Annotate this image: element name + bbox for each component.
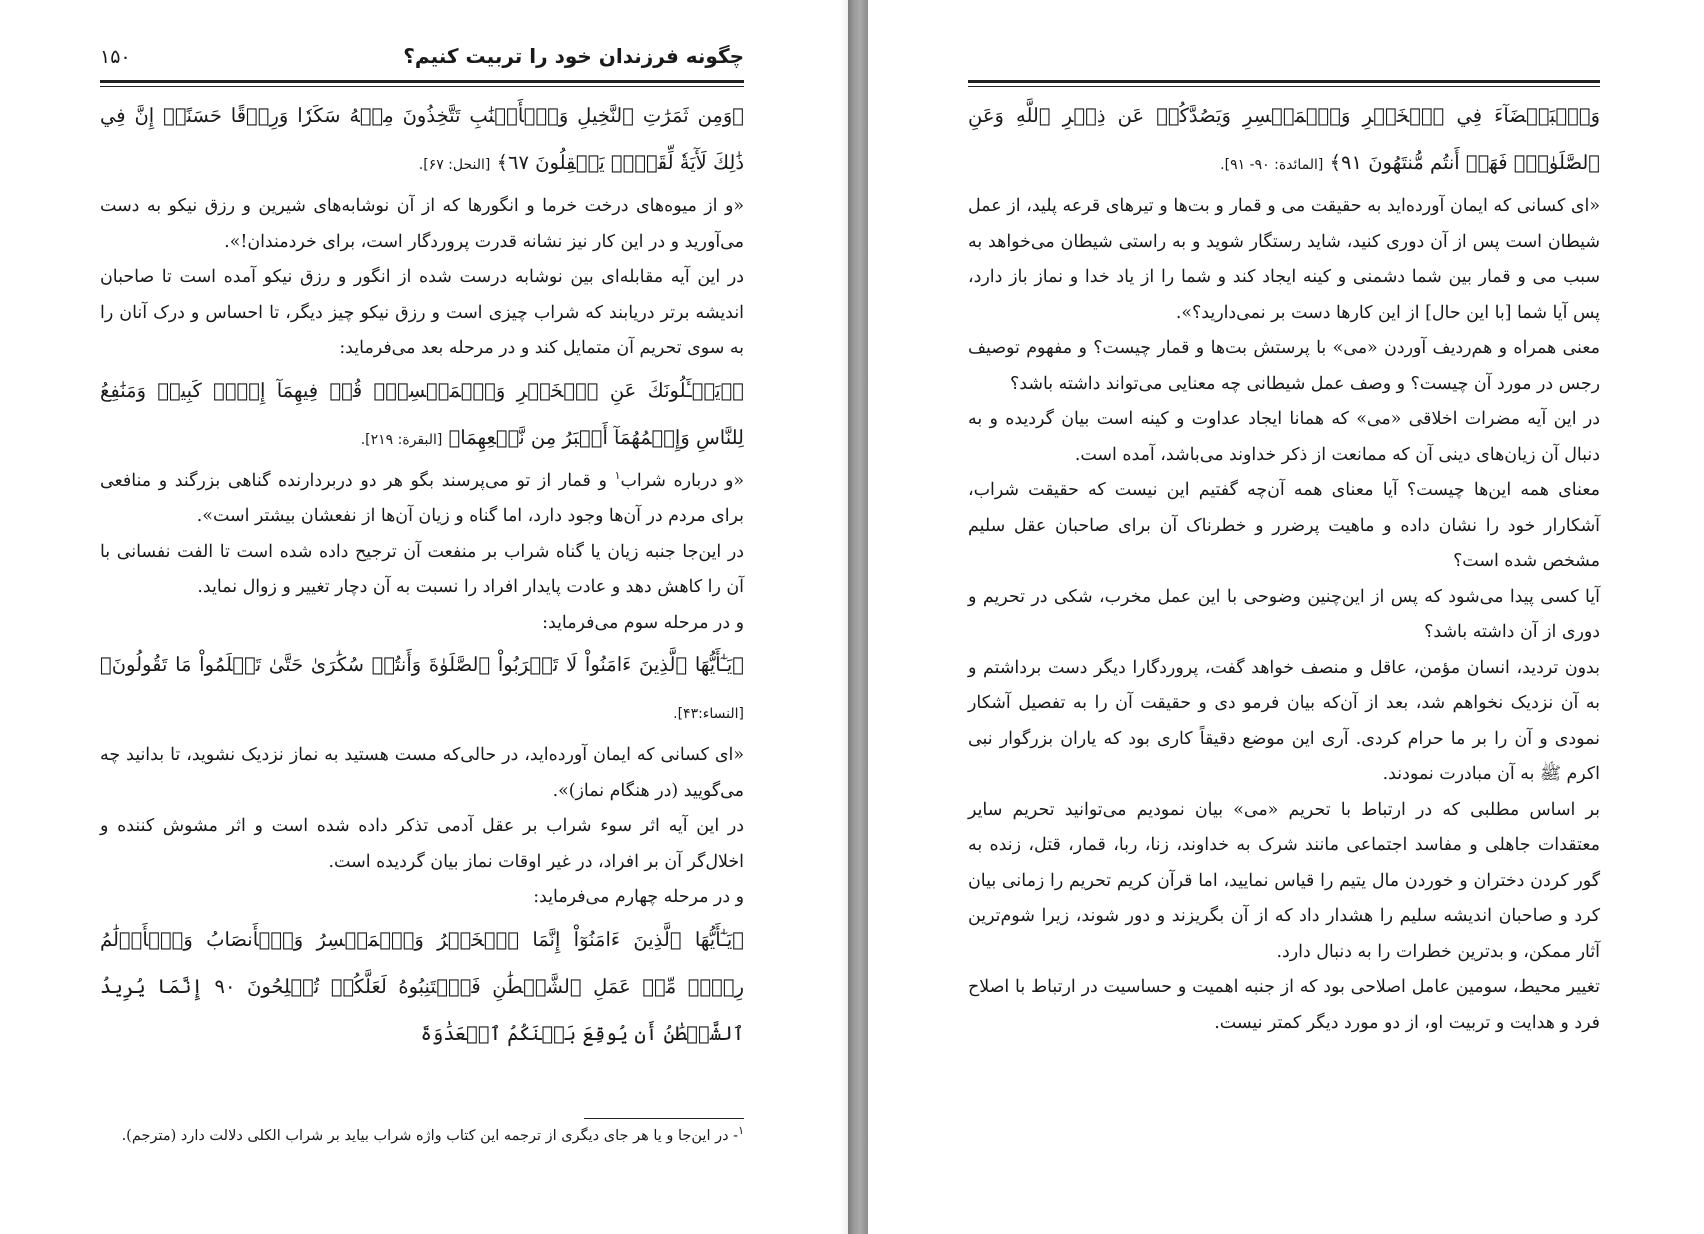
- paragraph: در این آیه مقابله‌ای بین نوشابه درست شده از انگور و رزق نیکو آمده است تا صاحبان اندیشه برتر دریابند که شراب چیزی است و رزق نیکو چیز دیگر، تا احساس و درک آنان را به سوی تحریم آن متمایل کند و در مرحله بعد می‌فرماید:: [100, 267, 744, 358]
- paragraph: «ای کسانی که ایمان آورده‌اید، در حالی‌که مست هستید به نماز نزدیک نشوید، تا بدانید چه می‌گویید (در هنگام نماز)».: [100, 745, 744, 801]
- footnote: $^۱$- در این‌جا و یا هر جای دیگری از ترجمه این کتاب واژه شراب بیاید بر شراب الکلی دلالت دارد (مترجم).: [121, 1124, 744, 1144]
- header-rule-thin: [968, 86, 1600, 87]
- paragraph: در این‌جا جنبه زیان یا گناه شراب بر منفعت آن ترجیح داده شده است تا الفت نفسانی با آن را کاهش دهد و عادت پایدار افراد را نسبت به آن دچار تغییر و زوال نماید.: [100, 541, 744, 597]
- paragraph: «ای کسانی که ایمان آورده‌اید به حقیقت می و قمار و بت‌ها و تیرهای قرعه پلید، از عمل شیطان است پس از آن دوری کنید، شاید رستگار شوید و به راستی شیطان می‌خواهد به سبب می و قمار بین شما دشمنی و کینه ایجاد کند و شما را از یاد خدا و نماز باز دارد، پس آیا شما [با این حال] از این کارها دست بر نمی‌دارید؟».: [968, 196, 1600, 323]
- page-body: [100, 92, 744, 1057]
- footnote-marker: ۱: [614, 468, 621, 482]
- right-page: [868, 0, 1704, 1234]
- quran-verse: ﴿وَمِن ثَمَرَٰتِ ٱلنَّخِيلِ وَٱلۡأَعۡنَٰبِ تَتَّخِذُونَ مِنۡهُ سَكَرٗا وَرِزۡقًا حَسَنًاۚ إِنَّ فِي ذَٰلِكَ لَأٓيَةٗ لِّقَوۡمٖ يَعۡقِلُونَ ٦٧﴾ [النحل: ۶۷].: [100, 104, 744, 174]
- paragraph: تغییر محیط، سومین عامل اصلاحی بود که از جنبه اهمیت و حساسیت در ارتباط با اصلاح فرد و هدایت و تربیت او، از دو مورد دیگر کمتر نیست.: [968, 977, 1600, 1033]
- footnote-rule: [584, 1118, 744, 1119]
- paragraph: و در مرحله سوم می‌فرماید:: [542, 612, 744, 633]
- quran-verse: ﴿يَـٰٓأَيُّهَا ٱلَّذِينَ ءَامَنُوٓاْ إِنَّمَا ٱلۡخَمۡرُ وَٱلۡمَيۡسِرُ وَٱلۡأَنصَابُ وَٱلۡأَزۡلَٰمُ رِجۡسٞ مِّنۡ عَمَلِ ٱلشَّيۡطَٰنِ فَٱجۡتَنِبُوهُ لَعَلَّكُمۡ تُفۡلِحُونَ ٩٠ إِنَّمَا يُرِيدُ ٱلشَّيۡطَٰنُ أَن يُوقِعَ بَيۡنَكُمُ ٱلۡعَدَٰوَةَ: [100, 927, 744, 1045]
- paragraph: در این آیه مضرات اخلاقی «می» که همانا ایجاد عداوت و کینه است بیان گردیده و به دنبال آن زیان‌های دینی آن که ممانعت از ذکر خداوند می‌باشد، آمده است.: [968, 409, 1600, 465]
- verse-reference: [البقرة: ۲۱۹].: [360, 431, 443, 448]
- page-number: ۱۵۰: [100, 46, 131, 68]
- verse-reference: [النحل: ۶۷].: [418, 157, 491, 173]
- verse-reference: [النساء:۴۳].: [673, 706, 744, 722]
- page-gutter: [848, 0, 868, 1234]
- header-rule: [100, 80, 744, 83]
- footnote-marker: ۱: [738, 1124, 744, 1138]
- paragraph: آیا کسی پیدا می‌شود که پس از این‌چنین وضوحی با این عمل مخرب، شکی در تحریم و دوری از آن داشته باشد؟: [968, 586, 1600, 642]
- verse-reference: [المائدة: ۹۰- ۹۱].: [1220, 157, 1324, 173]
- paragraph: در این آیه اثر سوء شراب بر عقل آدمی تذکر داده شده است و اثر مشوش کننده و اخلال‌گر آن بر افراد، در غیر اوقات نماز بیان گردیده است.: [100, 816, 744, 872]
- page-body: [968, 92, 1600, 1041]
- paragraph: و در مرحله چهارم می‌فرماید:: [533, 887, 744, 907]
- left-page: [0, 0, 848, 1234]
- paragraph: معنای همه این‌ها چیست؟ آیا معنای همه آن‌چه گفتیم این نیست که حقیقت شراب، آشکارار خود را نشان داده و ماهیت پرضرر و خطرناک آن برای صاحبان عقل سلیم مشخص شده است؟: [968, 480, 1600, 571]
- page-header: [100, 44, 744, 74]
- paragraph: معنی همراه و هم‌ردیف آوردن «می» با پرستش بت‌ها و قمار چیست؟ و مفهوم توصیف رجس در مورد آن چیست؟ و وصف عمل شیطانی چه معنایی می‌تواند داشته باشد؟: [968, 338, 1600, 394]
- paragraph: «و درباره شراب$^۱$ و قمار از تو می‌پرسند بگو هر دو دربردارنده گناهی بزرگند و منافعی برای مردم در آن‌ها وجود دارد، اما گناه و زیان آن‌ها از نفعشان بیشتر است».: [100, 468, 744, 526]
- paragraph: بر اساس مطلبی که در ارتباط با تحریم «می» بیان نمودیم می‌توانید تحریم سایر معتقدات جاهلی و مفاسد اجتماعی مانند شرک به خداوند، زنا، ربا، قمار، قتل، زنده به گور کردن دختران و خوردن مال یتیم را قیاس نمایید، اما قرآن کریم تحریم را زمانی بیان کرد و صاحبان اندیشه سلیم را هشدار داد که از آن بگریزند و دور شوند، زیرا شوم‌ترین آثار ممکن، و بدترین خطرات را به دنبال دارد.: [968, 799, 1600, 962]
- running-title: چگونه فرزندان خود را تربیت کنیم؟: [403, 44, 744, 68]
- paragraph: بدون تردید، انسان مؤمن، عاقل و منصف خواهد گفت، پروردگارا دیگر دست برداشتم و به آن نزدیک نخواهم شد، بعد از آن‌که بیان فرمو دی و حقیقت آن را به تفصیل آشکار نمودی و آن را بر ما حرام کردی. آری این موضع دقیقاً کاری بود که یاران بزرگوار نبی اکرم ﷺ به آن مبادرت نمودند.: [968, 657, 1600, 784]
- quran-verse: ﴿۞يَسۡـَٔلُونَكَ عَنِ ٱلۡخَمۡرِ وَٱلۡمَيۡسِرِۖ قُلۡ فِيهِمَآ إِثۡمٞ كَبِيرٞ وَمَنَٰفِعُ لِلنَّاسِ وَإِثۡمُهُمَآ أَكۡبَرُ مِن نَّفۡعِهِمَا﴾ [البقرة: ۲۱۹].: [100, 378, 744, 449]
- header-rule: [968, 80, 1600, 83]
- gutter-shadow: [840, 0, 848, 1234]
- header-rule-thin: [100, 86, 744, 87]
- quran-verse: ﴿يَـٰٓأَيُّهَا ٱلَّذِينَ ءَامَنُواْ لَا تَقۡرَبُواْ ٱلصَّلَوٰةَ وَأَنتُمۡ سُكَٰرَىٰ حَتَّىٰ تَعۡلَمُواْ مَا تَقُولُونَ﴾ [النساء:۴۳].: [100, 653, 744, 722]
- paragraph: «و از میوه‌های درخت خرما و انگورها که از آن نوشابه‌های شیرین و رزق نیکو به دست می‌آورید و در این کار نیز نشانه قدرت پروردگار است، برای خردمندان!».: [100, 196, 744, 252]
- quran-verse: وَٱلۡبَغۡضَآءَ فِي ٱلۡخَمۡرِ وَٱلۡمَيۡسِرِ وَيَصُدَّكُمۡ عَن ذِكۡرِ ٱللَّهِ وَعَنِ ٱلصَّلَوٰةِۖ فَهَلۡ أَنتُم مُّنتَهُونَ ٩١﴾ [المائدة: ۹۰- ۹۱].: [968, 104, 1600, 174]
